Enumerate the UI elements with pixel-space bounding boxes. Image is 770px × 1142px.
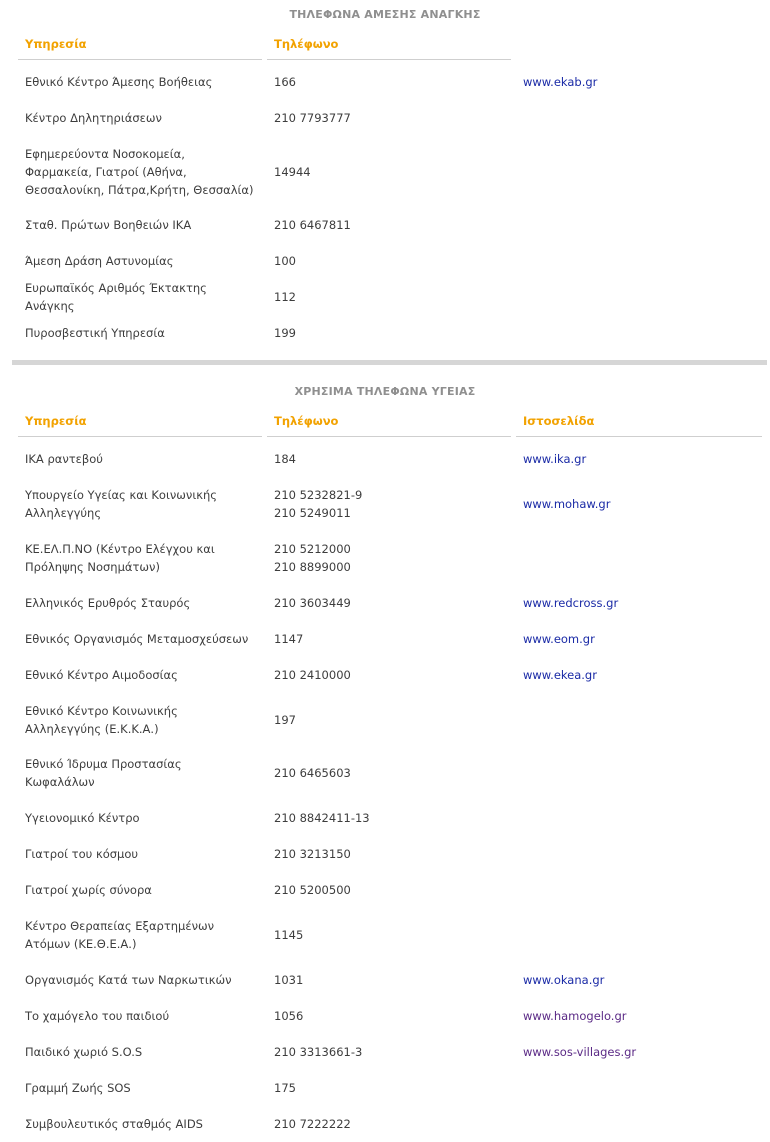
service-name-line: Ατόμων (ΚΕ.Θ.Ε.Α.) (25, 937, 137, 951)
health-col-phone-header: Τηλέφωνο (274, 414, 339, 428)
website-cell (523, 998, 763, 1034)
phone-number-line: 210 2410000 (274, 668, 351, 682)
table-row (0, 315, 770, 351)
phone-number (274, 800, 504, 836)
table-row (0, 64, 770, 100)
health-header-rule-service (18, 436, 262, 437)
phone-number (274, 836, 504, 872)
website-link[interactable]: www.okana.gr (523, 973, 605, 987)
phone-number (274, 962, 504, 998)
service-name (25, 657, 260, 693)
phone-number (274, 64, 504, 100)
phone-number-line: 1031 (274, 973, 304, 987)
service-name (25, 693, 260, 746)
phone-number (274, 746, 504, 800)
table-row (0, 441, 770, 477)
website-cell (523, 64, 763, 100)
service-name-line: Αλληλεγγύης (Ε.Κ.Κ.Α.) (25, 721, 159, 736)
phone-number (274, 1106, 504, 1142)
phone-number-line: 112 (274, 290, 296, 304)
table-row (0, 800, 770, 836)
service-name-line: Ευρωπαϊκός Αριθμός Έκτακτης Ανάγκης (25, 281, 207, 313)
table-row (0, 136, 770, 207)
phone-number-line: 1056 (274, 1009, 304, 1023)
table-row (0, 279, 770, 315)
service-name-line: Εθνικός Οργανισμός Μεταμοσχεύσεων (25, 632, 249, 646)
phone-number (274, 1034, 504, 1070)
website-link[interactable]: www.ika.gr (523, 452, 587, 466)
website-link[interactable]: www.sos-villages.gr (523, 1045, 637, 1059)
service-name (25, 207, 260, 243)
phone-number-line: 210 6465603 (274, 766, 351, 780)
website-cell (523, 441, 763, 477)
service-name-line: Εθνικό Ίδρυμα Προστασίας (25, 757, 182, 771)
service-name (25, 1034, 260, 1070)
service-name (25, 315, 260, 351)
service-name-line: Κωφαλάλων (25, 775, 95, 789)
service-name (25, 1070, 260, 1106)
phone-number-line: 210 5212000 (274, 541, 351, 556)
health-section-title: ΧΡΗΣΙΜΑ ΤΗΛΕΦΩΝΑ ΥΓΕΙΑΣ (294, 385, 476, 398)
phone-number (274, 585, 504, 621)
service-name (25, 64, 260, 100)
service-name-line: Υγειονομικό Κέντρο (25, 811, 140, 825)
phone-number-line: 14944 (274, 164, 311, 179)
service-name-line: Υπουργείο Υγείας και Κοινωνικής (25, 487, 218, 502)
website-cell (523, 477, 763, 530)
service-name-line: Κέντρο Θεραπείας Εξαρτημένων (25, 919, 215, 933)
phone-number (274, 441, 504, 477)
service-name (25, 836, 260, 872)
phone-number-line: 199 (274, 326, 296, 340)
service-name (25, 1106, 260, 1142)
table-row (0, 585, 770, 621)
phone-number (274, 477, 504, 530)
table-row (0, 908, 770, 962)
service-name-line: Πρόληψης Νοσημάτων) (25, 559, 160, 574)
website-link[interactable]: www.redcross.gr (523, 596, 619, 610)
phone-number-line: 175 (274, 1081, 296, 1095)
service-name (25, 530, 260, 585)
service-name (25, 800, 260, 836)
table-row (0, 1106, 770, 1142)
phone-number (274, 530, 504, 585)
phone-number-line: 210 3213150 (274, 847, 351, 861)
phone-number-line: 166 (274, 75, 296, 89)
health-header-rule-phone (267, 436, 511, 437)
service-name-line: ΚΕ.ΕΛ.Π.ΝΟ (Κέντρο Ελέγχου και (25, 541, 215, 556)
phone-number (274, 1070, 504, 1106)
table-row (0, 477, 770, 530)
website-cell (523, 657, 763, 693)
table-row (0, 100, 770, 136)
table-row (0, 872, 770, 908)
service-name-line: Θεσσαλονίκη, Πάτρα,Κρήτη, Θεσσαλία) (25, 182, 254, 197)
health-col-service-header: Υπηρεσία (25, 414, 87, 428)
service-name-line: Ελληνικός Ερυθρός Σταυρός (25, 596, 191, 610)
service-name-line: Εθνικό Κέντρο Αιμοδοσίας (25, 668, 178, 682)
service-name (25, 621, 260, 657)
service-name (25, 100, 260, 136)
service-name-line: Κέντρο Δηλητηριάσεων (25, 111, 162, 125)
phone-number-line: 210 5200500 (274, 883, 351, 897)
service-name-line: Εθνικό Κέντρο Κοινωνικής (25, 703, 178, 718)
phone-number-line: 184 (274, 452, 296, 466)
service-name (25, 746, 260, 800)
phone-number (274, 657, 504, 693)
phone-number-line: 210 5249011 (274, 505, 351, 520)
emergency-header-rule-phone (267, 59, 511, 60)
phone-number-line: 100 (274, 254, 296, 268)
website-cell (523, 621, 763, 657)
health-col-site-header: Ιστοσελίδα (523, 414, 595, 428)
service-name-line: Πυροσβεστική Υπηρεσία (25, 326, 165, 340)
phone-number (274, 315, 504, 351)
table-row (0, 746, 770, 800)
section-divider (12, 360, 767, 365)
website-cell (523, 962, 763, 998)
website-link[interactable]: www.ekea.gr (523, 668, 597, 682)
emergency-col-service-header: Υπηρεσία (25, 37, 87, 51)
website-link[interactable]: www.ekab.gr (523, 75, 598, 89)
phone-number-line: 210 7793777 (274, 111, 351, 125)
service-name-line: ΙΚΑ ραντεβού (25, 452, 103, 466)
table-row (0, 693, 770, 746)
table-row (0, 836, 770, 872)
website-cell (523, 1034, 763, 1070)
service-name-line: Συμβουλευτικός σταθμός AIDS (25, 1117, 203, 1131)
phone-number-line: 210 6467811 (274, 218, 351, 232)
phone-number (274, 279, 504, 315)
service-name (25, 243, 260, 279)
service-name (25, 441, 260, 477)
phone-number-line: 210 8842411-13 (274, 811, 370, 825)
phone-number-line: 210 8899000 (274, 559, 351, 574)
table-row (0, 657, 770, 693)
service-name (25, 872, 260, 908)
phone-number-line: 210 3603449 (274, 596, 351, 610)
website-link[interactable]: www.hamogelo.gr (523, 1009, 627, 1023)
service-name-line: Γιατροί του κόσμου (25, 847, 139, 861)
service-name-line: Σταθ. Πρώτων Βοηθειών ΙΚΑ (25, 218, 192, 232)
service-name (25, 998, 260, 1034)
service-name (25, 962, 260, 998)
service-name (25, 908, 260, 962)
phone-number-line: 210 3313661-3 (274, 1045, 363, 1059)
service-name-line: Άμεση Δράση Αστυνομίας (25, 254, 174, 268)
phone-number-line: 210 7222222 (274, 1117, 351, 1131)
table-row (0, 207, 770, 243)
phone-number (274, 207, 504, 243)
emergency-col-phone-header: Τηλέφωνο (274, 37, 339, 51)
service-name-line: Αλληλεγγύης (25, 505, 102, 520)
emergency-section-title: ΤΗΛΕΦΩΝΑ ΑΜΕΣΗΣ ΑΝΑΓΚΗΣ (289, 8, 481, 21)
service-name-line: Εθνικό Κέντρο Άμεσης Βοήθειας (25, 75, 213, 89)
service-name-line: Φαρμακεία, Γιατροί (Αθήνα, (25, 164, 187, 179)
service-name-line: Παιδικό χωριό S.O.S (25, 1045, 143, 1059)
phone-number (274, 100, 504, 136)
service-name (25, 477, 260, 530)
phone-number (274, 872, 504, 908)
service-name (25, 585, 260, 621)
phone-number (274, 693, 504, 746)
table-row (0, 962, 770, 998)
website-cell (523, 585, 763, 621)
phone-number-line: 1147 (274, 632, 304, 646)
phone-number-line: 210 5232821-9 (274, 487, 363, 502)
table-row (0, 998, 770, 1034)
service-name-line: Το χαμόγελο του παιδιού (25, 1009, 170, 1023)
service-name-line: Οργανισμός Κατά των Ναρκωτικών (25, 973, 232, 987)
website-link[interactable]: www.mohaw.gr (523, 496, 611, 511)
service-name-line: Γιατροί χωρίς σύνορα (25, 883, 152, 897)
health-header-rule-site (516, 436, 762, 437)
phone-number (274, 243, 504, 279)
table-row (0, 1070, 770, 1106)
table-row (0, 1034, 770, 1070)
service-name (25, 279, 260, 315)
phone-number (274, 908, 504, 962)
service-name-line: Γραμμή Ζωής SOS (25, 1081, 131, 1095)
table-row (0, 530, 770, 585)
service-name (25, 136, 260, 207)
phone-number-line: 1145 (274, 928, 304, 942)
phone-number (274, 998, 504, 1034)
table-row (0, 621, 770, 657)
phone-number (274, 136, 504, 207)
emergency-header-rule-service (18, 59, 262, 60)
service-name-line: Εφημερεύοντα Νοσοκομεία, (25, 146, 185, 161)
phone-number-line: 197 (274, 712, 296, 727)
website-link[interactable]: www.eom.gr (523, 632, 595, 646)
phone-number (274, 621, 504, 657)
table-row (0, 243, 770, 279)
